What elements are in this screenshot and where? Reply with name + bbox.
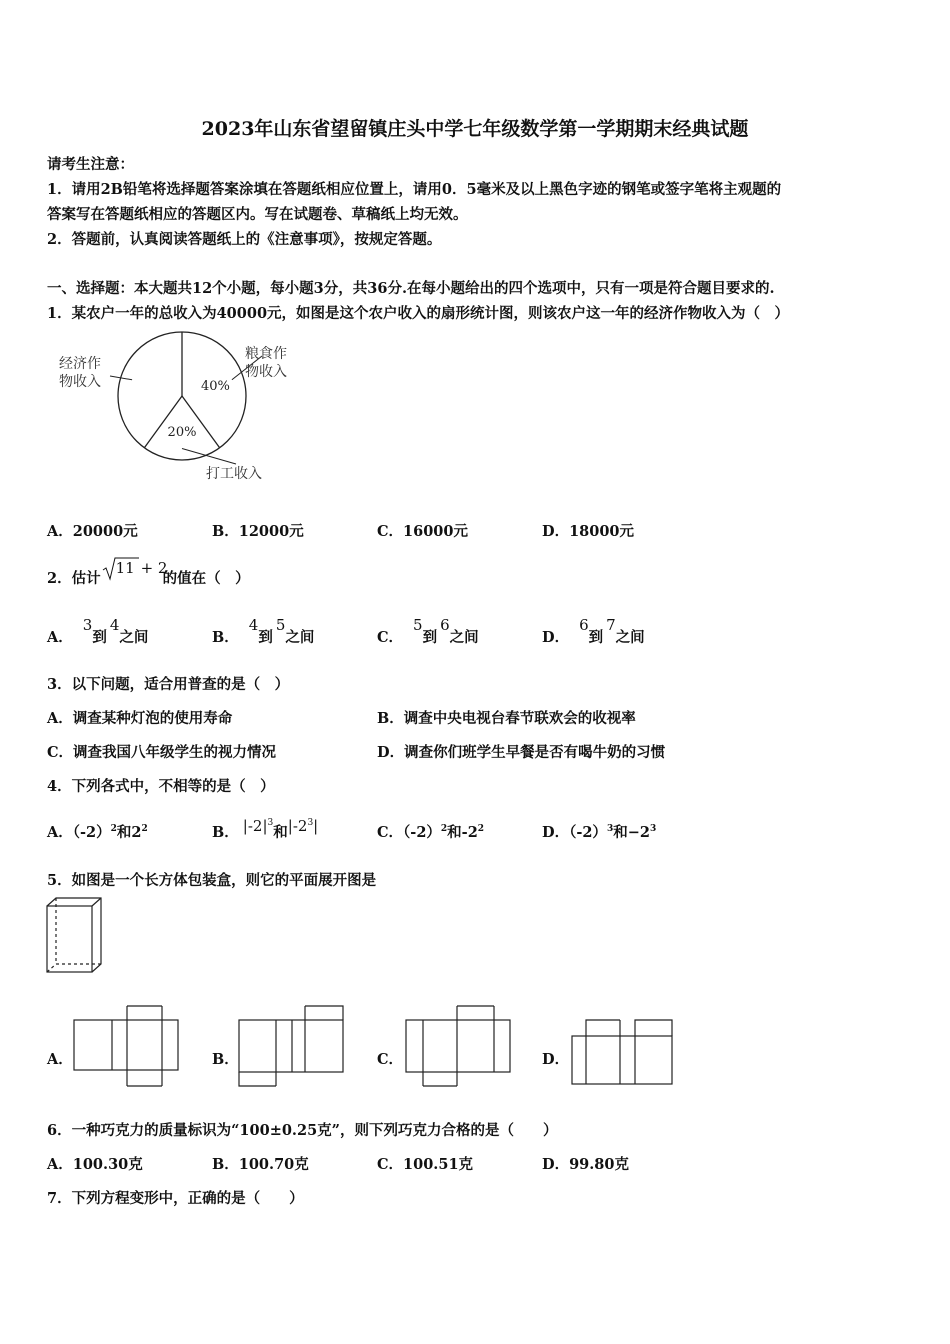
option-letter: B． xyxy=(212,629,239,646)
exponent-2: 3 xyxy=(307,818,314,828)
pie-category-label-0-0: 粮食作 xyxy=(245,346,287,362)
q2-stem-suffix: 的值在（ ） xyxy=(162,570,250,587)
exponent-1: 2 xyxy=(110,824,117,835)
q5-net-c xyxy=(402,1004,517,1090)
exponent-2: 2 xyxy=(477,824,485,835)
upper-bound: 4 xyxy=(109,616,120,634)
between-word: 之间 xyxy=(285,629,315,646)
pie-category-label-2-0: 经济作 xyxy=(59,356,101,372)
q5-net-a xyxy=(70,1004,185,1090)
q5-box-figure xyxy=(44,896,104,976)
between-word: 之间 xyxy=(119,629,149,646)
q7-stem: 7．下列方程变形中，正确的是（ ） xyxy=(47,1190,304,1207)
notice-line-1b: 答案写在答题纸相应的答题区内。写在试题卷、草稿纸上均无效。 xyxy=(47,206,468,223)
between-word: 之间 xyxy=(449,629,479,646)
q5-option-b-label: B． xyxy=(212,1051,239,1068)
box-back-edges xyxy=(47,898,101,972)
notice-line-1a: 1．请用2B铅笔将选择题答案涂填在答题纸相应位置上，请用0．5毫米及以上黑色字迹的钢笔或签字笔将主观题的 xyxy=(47,181,782,198)
q6-option-b: B．100.70克 xyxy=(212,1156,309,1173)
pie-category-label-1-0: 打工收入 xyxy=(206,466,262,482)
upper-bound: 7 xyxy=(606,616,616,634)
q5-stem: 5．如图是一个长方体包装盒，则它的平面展开图是 xyxy=(47,872,377,889)
section-heading: 一、选择题：本大题共12个小题，每小题3分，共36分.在每小题给出的四个选项中，只有一项是符合题目要求的. xyxy=(47,280,775,297)
net-b-top-flap xyxy=(305,1006,343,1020)
q1-option-a: A．20000元 xyxy=(47,523,138,540)
exponent-2: 3 xyxy=(649,824,657,835)
upper-bound: 6 xyxy=(440,616,450,634)
q5-net-d xyxy=(568,1018,678,1088)
pie-value-label-0: 40% xyxy=(201,379,230,395)
to-word: 到 xyxy=(588,629,604,646)
q5-option-d-label: D． xyxy=(542,1051,570,1068)
q4-stem: 4．下列各式中，不相等的是（ ） xyxy=(47,778,275,795)
net-d-top-flap-2 xyxy=(635,1020,672,1036)
lower-bound: 4 xyxy=(248,616,259,634)
q3-option-c: C．调查我国八年级学生的视力情况 xyxy=(47,744,277,761)
q3-stem: 3．以下问题，适合用普查的是（ ） xyxy=(47,676,290,693)
option-letter: B． xyxy=(212,824,239,841)
q4-option-c xyxy=(377,821,484,842)
q2-stem-prefix: 2．估计 xyxy=(47,570,101,587)
q3-option-b: B．调查中央电视台春节联欢会的收视率 xyxy=(377,710,636,727)
q2-sqrt-expression xyxy=(101,559,168,583)
q4-option-b xyxy=(212,817,319,842)
q1-option-b: B．12000元 xyxy=(212,523,304,540)
q5-net-b xyxy=(235,1004,350,1090)
exponent-1: 2 xyxy=(440,824,448,835)
exponent-2: 2 xyxy=(141,824,148,835)
q2-option-b xyxy=(212,616,315,647)
lower-bound: 6 xyxy=(579,616,589,634)
q4-option-a xyxy=(47,821,148,842)
net-b-bottom-flap xyxy=(239,1072,276,1086)
box-top-edge xyxy=(92,898,101,906)
option-letter: C． xyxy=(377,824,404,841)
base-1: （-2） xyxy=(403,824,441,841)
and-word: 和 xyxy=(447,824,462,841)
q6-option-a: A．100.30克 xyxy=(47,1156,143,1173)
to-word: 到 xyxy=(422,629,438,646)
q3-option-a: A．调查某种灯泡的使用寿命 xyxy=(47,710,233,727)
q2-option-d xyxy=(542,616,645,647)
page-title: 2023年山东省望留镇庄头中学七年级数学第一学期期末经典试题 xyxy=(201,118,749,140)
pie-group xyxy=(59,332,287,482)
q2-option-c xyxy=(377,616,479,647)
exponent-1: 3 xyxy=(267,818,274,828)
q6-stem: 6．一种巧克力的质量标识为“100±0.25克”，则下列巧克力合格的是（ ） xyxy=(47,1122,558,1139)
abs-value-1: -2 xyxy=(247,817,263,835)
net-b-strip xyxy=(239,1020,343,1072)
pie-value-label-1: 20% xyxy=(167,425,197,441)
abs-value-2: -2 xyxy=(292,817,308,835)
q6-option-c: C．100.51克 xyxy=(377,1156,474,1173)
and-word: 和 xyxy=(273,824,288,841)
q2-option-a xyxy=(47,616,149,647)
notice-line-2: 2．答题前，认真阅读答题纸上的《注意事项》，按规定答题。 xyxy=(47,231,442,248)
upper-bound: 5 xyxy=(275,616,286,634)
q2-radicand: 11 xyxy=(115,559,135,577)
q1-pie-chart xyxy=(48,328,328,488)
net-d-top-flap-1 xyxy=(586,1020,620,1036)
to-word: 到 xyxy=(258,629,273,646)
option-letter: A． xyxy=(47,629,73,646)
net-d-strip xyxy=(572,1036,672,1084)
to-word: 到 xyxy=(92,629,107,646)
notice-heading: 请考生注意： xyxy=(47,156,134,173)
and-word: 和 xyxy=(116,824,132,841)
option-letter: A． xyxy=(47,824,73,841)
base-1: （-2） xyxy=(72,824,111,841)
and-word: 和 xyxy=(613,824,628,841)
box-hidden-diagonal xyxy=(47,964,56,972)
q1-option-c: C．16000元 xyxy=(377,523,468,540)
pie-category-label-2-1: 物收入 xyxy=(59,374,101,390)
lower-bound: 5 xyxy=(413,616,423,634)
abs-expression-2: $|-2^3|$ xyxy=(287,817,319,835)
lower-bound: 3 xyxy=(82,616,93,634)
between-word: 之间 xyxy=(615,629,645,646)
base-2: -2 xyxy=(461,824,478,841)
box-front-face xyxy=(47,906,92,972)
q5-option-a-label: A． xyxy=(47,1051,73,1068)
base-2: −2 xyxy=(627,824,650,841)
base-2: 2 xyxy=(131,824,142,841)
q3-option-d: D．调查你们班学生早餐是否有喝牛奶的习惯 xyxy=(377,744,666,761)
q1-option-d: D．18000元 xyxy=(542,523,635,540)
q1-stem: 1．某农户一年的总收入为40000元，如图是这个农户收入的扇形统计图，则该农户这一年的经济作物收入为（ ） xyxy=(47,305,790,322)
option-letter: C． xyxy=(377,629,404,646)
box-hidden-edges xyxy=(56,898,101,964)
q5-option-c-label: C． xyxy=(377,1051,404,1068)
base-1: （-2） xyxy=(569,824,607,841)
q2-plus-two: + 2 xyxy=(140,559,168,577)
q2-stem xyxy=(47,559,250,588)
option-letter: D． xyxy=(542,824,570,841)
pie-category-label-0-1: 物收入 xyxy=(245,364,287,380)
pie-leader-line-1 xyxy=(182,448,236,464)
option-letter: D． xyxy=(542,629,570,646)
abs-expression-1: $|-2|^3$ xyxy=(242,817,274,835)
q6-option-d: D．99.80克 xyxy=(542,1156,629,1173)
exponent-1: 3 xyxy=(606,824,614,835)
q4-option-d xyxy=(542,821,656,842)
